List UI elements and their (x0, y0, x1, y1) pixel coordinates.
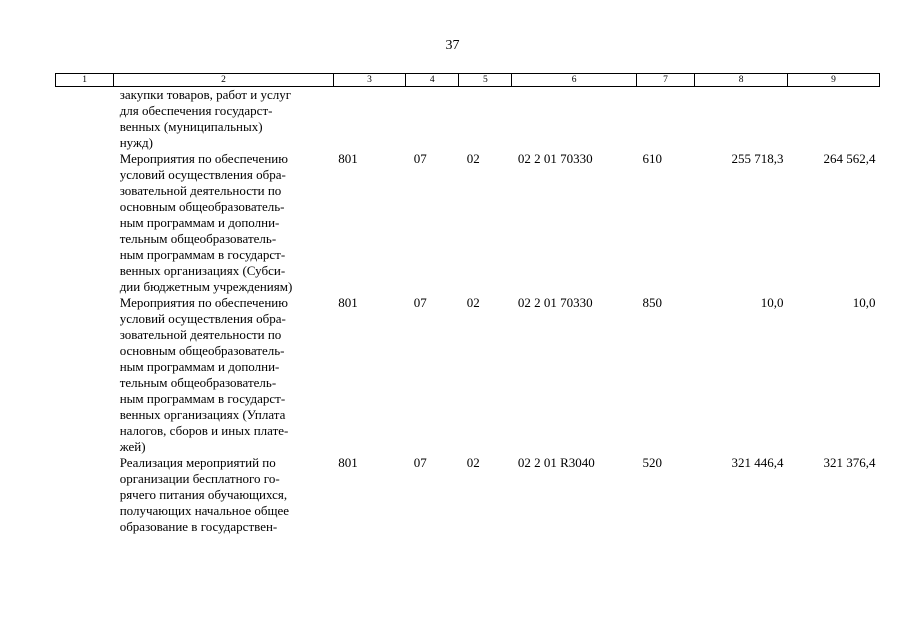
row-name: закупки товаров, работ и услуг для обеспечения государст- венных (муниципальных) нужд) (119, 87, 292, 150)
amount-col8: 321 446,4 (731, 455, 784, 470)
col-header-3: 3 (333, 74, 405, 87)
subsection-code (459, 87, 512, 152)
ministry-code: 801 (338, 295, 358, 310)
row-name: Мероприятия по обеспечению условий осуществления обра- зовательной деятельности по основным общеобразователь- ным программам и дополни- тельным общеобразователь- ным программам в государст- венных организациях (Уплата налогов, сборов и иных плате- жей) (119, 295, 289, 454)
row-name: Реализация мероприятий по организации бесплатного го- рячего питания обучающихся, получающих начальное общее образование в государствен- (119, 455, 290, 534)
page-number: 37 (445, 38, 460, 53)
section-code: 07 (413, 455, 427, 470)
target-article-code: 02 2 01 70330 (517, 151, 593, 166)
table-row (56, 455, 880, 535)
col-header-5: 5 (459, 74, 512, 87)
col-header-6: 6 (512, 74, 637, 87)
ministry-code: 801 (338, 151, 358, 166)
col-header-7: 7 (636, 74, 694, 87)
amount-col8 (695, 87, 788, 152)
expense-type-code (636, 87, 694, 152)
ministry-code: 801 (338, 455, 358, 470)
section-code: 07 (413, 151, 427, 166)
amount-col8: 10,0 (760, 295, 784, 310)
section-code: 07 (413, 295, 427, 310)
table-row (56, 295, 880, 455)
budget-table (55, 73, 880, 535)
target-article-code: 02 2 01 70330 (517, 295, 593, 310)
col-header-8: 8 (695, 74, 788, 87)
amount-col9: 321 376,4 (823, 455, 876, 470)
col-header-4: 4 (406, 74, 459, 87)
table-row (56, 151, 880, 295)
col-header-2: 2 (114, 74, 334, 87)
amount-col9: 10,0 (852, 295, 876, 310)
amount-col9 (788, 87, 880, 152)
subsection-code: 02 (466, 455, 480, 470)
expense-type-code: 520 (642, 455, 662, 470)
col-header-1: 1 (56, 74, 114, 87)
table-row (56, 87, 880, 152)
amount-col9: 264 562,4 (823, 151, 876, 166)
expense-type-code: 610 (642, 151, 662, 166)
target-article-code: 02 2 01 R3040 (517, 455, 595, 470)
subsection-code: 02 (466, 295, 480, 310)
ministry-code (333, 87, 405, 152)
target-article-code (512, 87, 637, 152)
col-header-9: 9 (788, 74, 880, 87)
row-name: Мероприятия по обеспечению условий осуществления обра- зовательной деятельности по основным общеобразователь- ным программам и дополни- тельным общеобразователь- ным программам в государст- венных организациях (Субси- дии бюджетным учреждениям) (119, 151, 293, 294)
amount-col8: 255 718,3 (731, 151, 784, 166)
expense-type-code: 850 (642, 295, 662, 310)
section-code (406, 87, 459, 152)
header-row (56, 74, 880, 87)
subsection-code: 02 (466, 151, 480, 166)
